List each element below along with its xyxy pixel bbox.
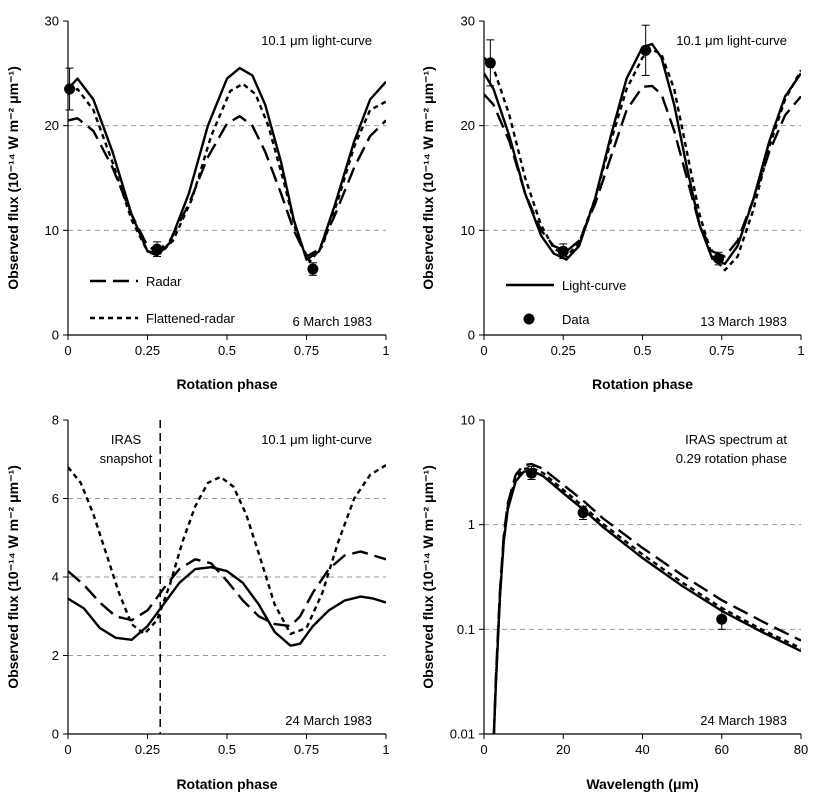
series-line-short-dash (494, 468, 801, 734)
annotation-date: 24 March 1983 (700, 713, 787, 728)
series-line-long-dash (484, 86, 801, 257)
y-tick-label: 1 (467, 517, 475, 533)
data-point (307, 264, 318, 275)
annotation-date: 6 March 1983 (292, 314, 372, 329)
legend-label: Data (562, 312, 590, 327)
chart-panel-top-left (5, 14, 390, 393)
y-tick-label: 30 (44, 13, 59, 29)
data-point (640, 45, 651, 56)
y-tick-label: 8 (51, 412, 59, 428)
y-axis-label: Observed flux (10⁻¹⁴ W m⁻² μm⁻¹) (420, 465, 436, 689)
chart-panel-top-right (420, 14, 805, 393)
y-tick-label: 10 (460, 412, 475, 428)
series-line-short-dash (68, 465, 386, 634)
x-tick-label: 80 (793, 742, 809, 757)
x-tick-label: 0.25 (134, 343, 161, 358)
series-line-short-dash (484, 49, 801, 270)
y-tick-label: 20 (44, 118, 59, 134)
x-axis-label: Rotation phase (591, 376, 694, 392)
y-tick-label: 0 (467, 327, 475, 343)
annotation-top-right: IRAS spectrum at (685, 432, 787, 447)
annotation-top-right: 10.1 μm light-curve (676, 33, 787, 48)
chart-panel-bottom-right (420, 413, 808, 793)
x-tick-label: 1 (797, 343, 805, 358)
x-tick-label: 0 (64, 742, 72, 757)
x-tick-label: 60 (714, 742, 729, 757)
x-tick-label: 0.5 (633, 343, 652, 358)
x-tick-label: 1 (382, 742, 390, 757)
x-tick-label: 0.5 (217, 742, 237, 757)
series-group (494, 464, 801, 734)
series-line-solid (68, 567, 386, 646)
x-tick-label: 0 (480, 742, 488, 757)
data-point (152, 244, 163, 255)
annotation-top-right: 10.1 μm light-curve (261, 432, 372, 447)
x-tick-label: 1 (382, 343, 390, 358)
series-line-long-dash (494, 464, 801, 734)
y-tick-label: 2 (51, 648, 59, 663)
x-axis-label: Wavelength (μm) (586, 776, 699, 792)
data-point (558, 246, 569, 257)
x-tick-label: 0.75 (709, 343, 735, 358)
x-tick-label: 0 (480, 343, 488, 358)
y-tick-label: 0 (51, 726, 59, 742)
x-tick-label: 0.25 (550, 343, 576, 358)
annotation-top-right: 10.1 μm light-curve (261, 33, 372, 48)
series-line-solid (494, 470, 801, 734)
data-point (485, 57, 496, 68)
data-point (526, 468, 537, 479)
y-tick-label: 10 (460, 222, 475, 238)
y-axis-label: Observed flux (10⁻¹⁴ W m⁻² μm⁻¹) (5, 465, 21, 689)
y-tick-label: 0 (51, 327, 59, 343)
y-axis-label: Observed flux (10⁻¹⁴ W m⁻² μm⁻¹) (5, 66, 21, 290)
x-axis-label: Rotation phase (176, 776, 278, 792)
x-tick-label: 40 (635, 742, 650, 757)
y-tick-label: 0.1 (456, 621, 475, 637)
annotation-date: 24 March 1983 (285, 713, 372, 728)
series-line-short-dash (68, 84, 386, 262)
x-tick-label: 0.75 (293, 742, 320, 757)
legend-label: Flattened-radar (146, 311, 235, 326)
x-tick-label: 0.25 (134, 742, 161, 757)
annotation-iras-snapshot: snapshot (99, 451, 153, 466)
legend-label: Light-curve (562, 278, 627, 293)
data-point (713, 253, 724, 264)
legend-marker (524, 314, 535, 325)
y-tick-label: 20 (460, 118, 475, 134)
y-tick-label: 6 (51, 491, 59, 506)
y-tick-label: 0.01 (449, 726, 475, 742)
series-line-long-dash (68, 552, 386, 627)
annotation-top-right: 0.29 rotation phase (675, 451, 787, 466)
legend-label: Radar (146, 274, 182, 289)
x-tick-label: 20 (556, 742, 571, 757)
y-tick-label: 4 (51, 569, 59, 585)
data-point (578, 507, 589, 518)
x-tick-label: 0.5 (217, 343, 237, 358)
annotation-iras-snapshot: IRAS (110, 432, 142, 447)
series-group (484, 44, 801, 270)
y-axis-label: Observed flux (10⁻¹⁴ W m⁻² μm⁻¹) (420, 66, 436, 290)
x-tick-label: 0 (64, 343, 72, 358)
chart-panel-bottom-left (5, 413, 390, 793)
series-group (68, 68, 386, 262)
x-tick-label: 0.75 (293, 343, 320, 358)
data-point (64, 84, 75, 95)
series-group (68, 465, 386, 646)
x-axis-label: Rotation phase (176, 376, 278, 392)
series-line-long-dash (68, 116, 386, 256)
y-tick-label: 30 (460, 13, 475, 29)
annotation-date: 13 March 1983 (700, 314, 787, 329)
y-tick-label: 10 (44, 222, 59, 238)
data-point (716, 614, 727, 625)
